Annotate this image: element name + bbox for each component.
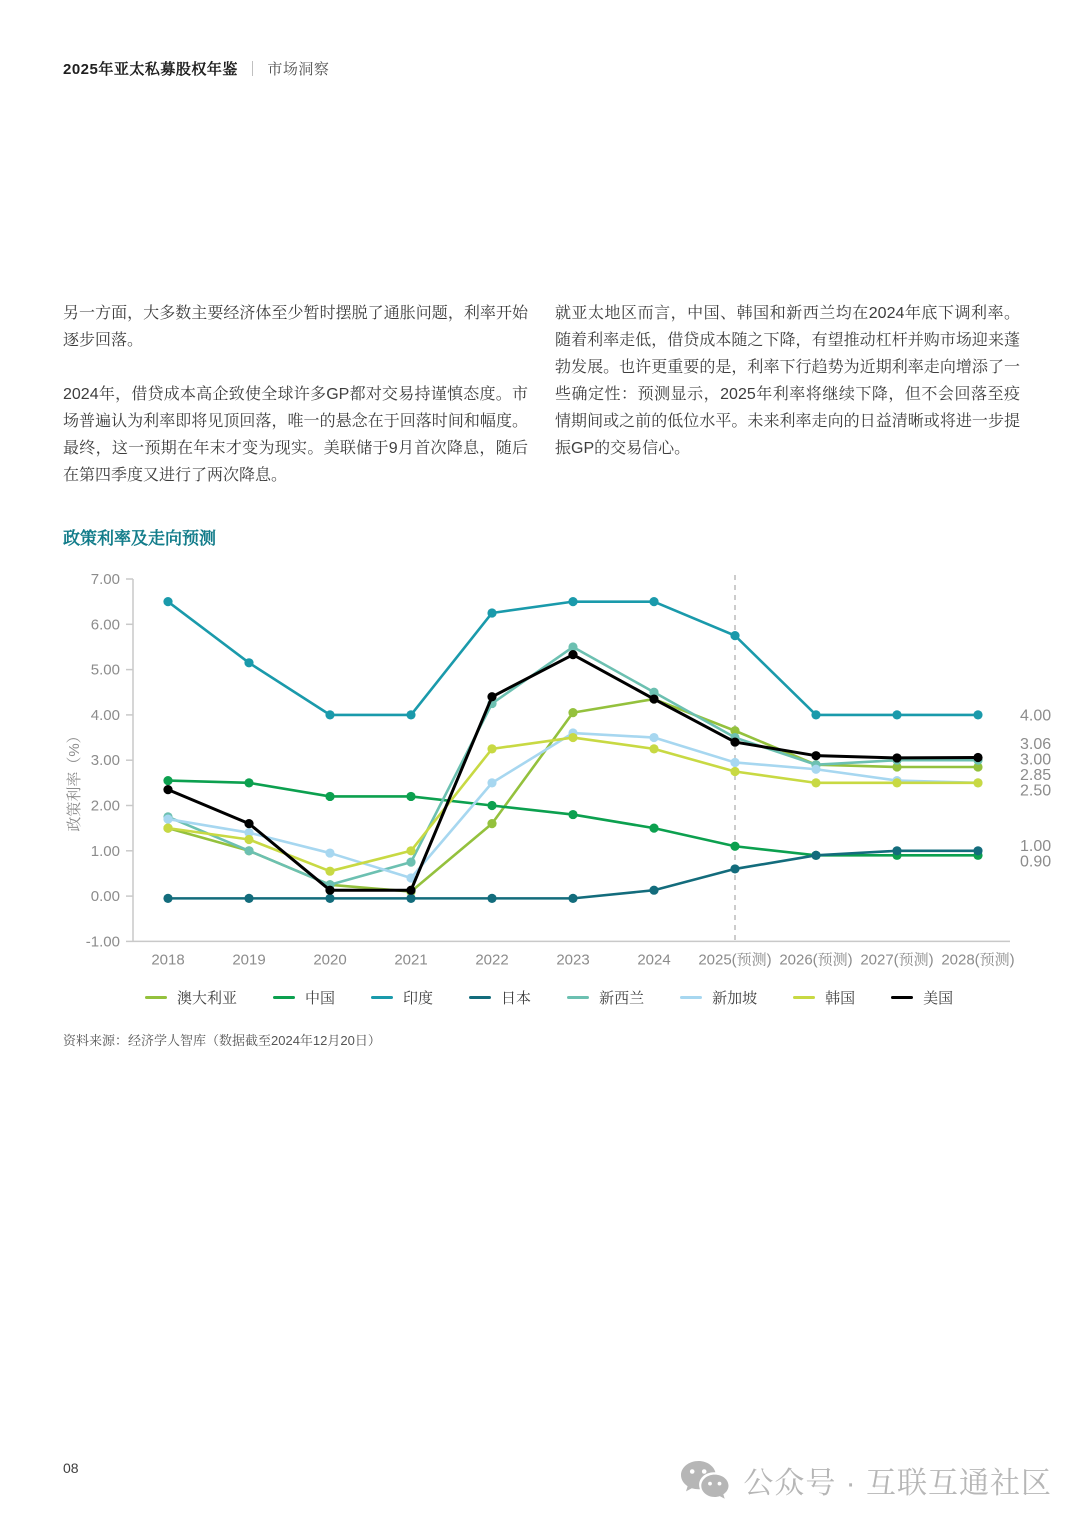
y-axis-title: 政策利率（%）: [66, 728, 83, 832]
data-point: [244, 894, 253, 903]
body-text: [63, 300, 1020, 516]
watermark-text: 公众号 · 互联互通社区: [743, 1467, 1052, 1500]
x-tick-label: 2024: [637, 951, 671, 969]
y-tick-label: 5.00: [90, 661, 120, 679]
data-point: [649, 744, 658, 753]
x-tick-label: 2025(预测): [698, 951, 772, 969]
data-point: [406, 858, 415, 867]
data-point: [163, 785, 172, 794]
data-point: [892, 778, 901, 787]
data-point: [568, 894, 577, 903]
data-point: [487, 778, 496, 787]
data-point: [163, 597, 172, 606]
legend-label: 新西兰: [599, 990, 645, 1007]
data-point: [730, 737, 739, 746]
y-tick-label: 2.00: [90, 797, 120, 815]
x-tick-label: 2018: [151, 951, 185, 969]
y-tick-label: 0.00: [90, 888, 120, 906]
data-point: [487, 692, 496, 701]
legend-swatch: [891, 996, 913, 1000]
x-tick-label: 2026(预测): [779, 951, 853, 969]
chart-title: 政策利率及走向预测: [63, 529, 216, 548]
data-point: [244, 819, 253, 828]
y-tick-label: 7.00: [90, 571, 120, 588]
data-point: [568, 708, 577, 717]
data-point: [811, 765, 820, 774]
chart-legend: [63, 987, 1063, 1008]
data-point: [325, 848, 334, 857]
series-line: [168, 699, 978, 892]
data-point: [892, 753, 901, 762]
legend-item: [891, 987, 953, 1008]
end-value-label: 2.85: [1020, 767, 1052, 785]
legend-label: 日本: [501, 990, 532, 1007]
legend-swatch: [145, 996, 167, 1000]
page-header: [63, 58, 329, 79]
data-point: [325, 710, 334, 719]
data-point: [649, 597, 658, 606]
watermark: [679, 1458, 1052, 1502]
data-point: [973, 846, 982, 855]
data-point: [811, 778, 820, 787]
y-tick-label: 6.00: [90, 616, 120, 634]
end-value-label: 4.00: [1020, 707, 1052, 725]
section-title: 市场洞察: [267, 61, 330, 78]
x-tick-label: 2023: [556, 951, 590, 969]
legend-item: [680, 987, 757, 1008]
x-tick-label: 2022: [475, 951, 509, 969]
data-point: [730, 631, 739, 640]
data-point: [730, 767, 739, 776]
data-point: [892, 710, 901, 719]
data-point: [406, 792, 415, 801]
data-point: [406, 894, 415, 903]
data-point: [568, 810, 577, 819]
header-separator: ｜: [244, 61, 261, 78]
legend-label: 韩国: [825, 990, 856, 1007]
legend-label: 美国: [923, 990, 954, 1007]
data-point: [568, 650, 577, 659]
x-tick-label: 2020: [313, 951, 347, 969]
data-point: [244, 846, 253, 855]
data-point: [406, 710, 415, 719]
legend-item: [567, 987, 644, 1008]
y-tick-label: 3.00: [90, 752, 120, 770]
data-point: [487, 608, 496, 617]
legend-item: [469, 987, 531, 1008]
end-value-label: 3.00: [1020, 751, 1052, 769]
data-point: [163, 814, 172, 823]
data-point: [649, 886, 658, 895]
legend-label: 澳大利亚: [177, 990, 238, 1007]
data-point: [487, 801, 496, 810]
end-value-label: 0.90: [1020, 853, 1052, 871]
report-title: 2025年亚太私募股权年鉴: [63, 61, 238, 78]
data-point: [244, 835, 253, 844]
page-number: 08: [63, 1460, 79, 1476]
data-point: [973, 778, 982, 787]
data-point: [811, 851, 820, 860]
data-point: [568, 733, 577, 742]
x-tick-label: 2019: [232, 951, 266, 969]
legend-item: [793, 987, 855, 1008]
end-value-label: 1.00: [1020, 837, 1052, 855]
data-point: [163, 824, 172, 833]
data-point: [406, 886, 415, 895]
data-point: [487, 894, 496, 903]
legend-item: [273, 987, 335, 1008]
data-point: [811, 710, 820, 719]
data-point: [649, 824, 658, 833]
data-point: [325, 894, 334, 903]
data-point: [730, 842, 739, 851]
paragraph: 另一方面，大多数主要经济体至少暂时摆脱了通胀问题，利率开始逐步回落。: [63, 305, 528, 349]
data-point: [811, 751, 820, 760]
data-point: [973, 753, 982, 762]
data-point: [325, 886, 334, 895]
x-tick-label: 2021: [394, 951, 428, 969]
left-column: [63, 300, 528, 516]
data-point: [325, 792, 334, 801]
data-point: [163, 776, 172, 785]
x-tick-label: 2028(预测): [941, 951, 1015, 969]
legend-item: [145, 987, 237, 1008]
data-point: [487, 819, 496, 828]
data-point: [244, 658, 253, 667]
legend-label: 新加坡: [712, 990, 758, 1007]
line-chart: [63, 565, 1063, 977]
data-point: [406, 846, 415, 855]
source-note: 资料来源：经济学人智库（数据截至2024年12月20日）: [63, 1033, 381, 1048]
data-point: [649, 694, 658, 703]
legend-swatch: [793, 996, 815, 1000]
y-tick-label: 1.00: [90, 842, 120, 860]
legend-swatch: [469, 996, 491, 1000]
legend-swatch: [371, 996, 393, 1000]
legend-swatch: [273, 996, 295, 1000]
data-point: [730, 758, 739, 767]
data-point: [892, 846, 901, 855]
legend-swatch: [680, 996, 702, 1000]
legend-label: 印度: [403, 990, 434, 1007]
wechat-icon: [679, 1459, 729, 1501]
end-value-label: 3.06: [1020, 736, 1052, 754]
legend-label: 中国: [305, 990, 336, 1007]
data-point: [649, 733, 658, 742]
y-tick-label: 4.00: [90, 706, 120, 724]
data-point: [244, 778, 253, 787]
legend-swatch: [567, 996, 589, 1000]
data-point: [325, 867, 334, 876]
paragraph: 就亚太地区而言，中国、韩国和新西兰均在2024年底下调利率。随着利率走低，借贷成本随之下降，有望推动杠杆并购市场迎来蓬勃发展。也许更重要的是，利率下行趋势为近期利率走向增添了一些确定性：预测显示，2025年利率将继续下降，但不会回落至疫情期间或之前的低位水平。未来利率走向的日益清晰或将进一步提振GP的交易信心。: [555, 305, 1020, 457]
data-point: [163, 894, 172, 903]
paragraph: 2024年，借贷成本高企致使全球许多GP都对交易持谨慎态度。市场普遍认为利率即将见顶回落，唯一的悬念在于回落时间和幅度。最终，这一预期在年末才变为现实。美联储于9月首次降息，随后在第四季度又进行了两次降息。: [63, 386, 528, 484]
legend-item: [371, 987, 433, 1008]
data-point: [487, 744, 496, 753]
policy-rate-chart: [63, 524, 1063, 1049]
right-column: [555, 300, 1020, 516]
data-point: [730, 864, 739, 873]
data-point: [973, 710, 982, 719]
data-point: [568, 597, 577, 606]
x-tick-label: 2027(预测): [860, 951, 934, 969]
end-value-label: 2.50: [1020, 782, 1052, 800]
y-tick-label: -1.00: [85, 933, 120, 951]
